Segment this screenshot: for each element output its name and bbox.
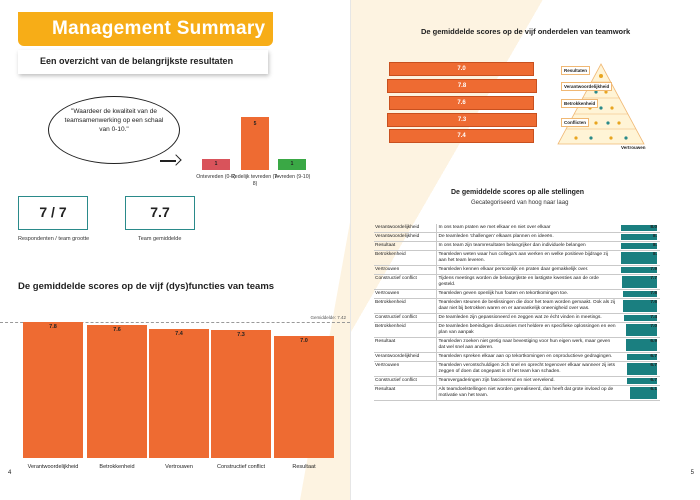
- table-row: [374, 338, 660, 353]
- row-score-cell: [618, 314, 660, 323]
- chart-category-label: Vertrouwen: [165, 464, 193, 470]
- row-score-cell: [618, 290, 660, 299]
- row-score-value: 6.7: [650, 378, 657, 383]
- table-title: De gemiddelde scores op alle stellingen: [451, 189, 585, 196]
- mini-chart-label: Ontevreden (0-6): [196, 174, 236, 180]
- page-number-left: 4: [8, 470, 12, 476]
- chart-bar-value: 7.3: [237, 332, 245, 339]
- row-statement: In ons team praten we met elkaar en niet over elkaar: [436, 224, 618, 233]
- table-row: [374, 224, 660, 233]
- row-score-cell: [618, 353, 660, 362]
- row-category: Vertrouwen: [374, 290, 436, 299]
- chart-category-label: Constructief conflict: [217, 464, 265, 470]
- table-row: [374, 386, 660, 401]
- statements-table: [374, 224, 660, 401]
- ladder-step-value: 7.4: [457, 133, 466, 139]
- chart-bar: [274, 336, 334, 459]
- row-score-value: 7.4: [650, 315, 657, 320]
- chart-title: De gemiddelde scores op de vijf (dys)functies van teams: [18, 281, 275, 292]
- chart-bar-value: 7.8: [49, 323, 57, 330]
- pyramid-label-betrokkenheid: Betrokkenheid: [561, 99, 598, 108]
- table-row: [374, 233, 660, 242]
- ladder-step: [389, 96, 534, 110]
- respondents-box: [18, 196, 88, 230]
- chart-bar: [23, 322, 83, 459]
- row-category: Vertrouwen: [374, 362, 436, 377]
- average-box: [125, 196, 195, 230]
- chart-bar: [87, 325, 147, 458]
- row-score-cell: [618, 299, 660, 314]
- row-score-cell: [618, 233, 660, 242]
- row-category: Resultaat: [374, 386, 436, 401]
- row-score-value: 8.0: [650, 225, 657, 230]
- mini-chart-label: Redelijk tevreden (7-8): [231, 174, 279, 187]
- row-statement: Teamleden verontschuldigen zich snel en oprecht tegenover elkaar wanneer zij iets zeggen of doen dat ongepast is of het team kan schaden.: [436, 362, 618, 377]
- row-score-value: 8.: [652, 252, 657, 257]
- table-row: [374, 251, 660, 266]
- mini-chart-bar: [241, 117, 269, 170]
- row-score-value: 7.6: [650, 300, 657, 305]
- row-category: Betrokkenheid: [374, 299, 436, 314]
- row-score-cell: [618, 377, 660, 386]
- pyramid-label-resultaten: Resultaten: [561, 66, 590, 75]
- title-banner: [18, 12, 273, 46]
- page-title: Management Summary: [52, 18, 266, 39]
- mini-chart-value: 1: [290, 161, 294, 168]
- mini-chart-value: 5: [253, 121, 257, 127]
- chart-category-label: Resultaat: [292, 464, 316, 470]
- row-statement: De teamleden beëindigen discussies met heldere en specifieke oplossingen en een plan van aanpak: [436, 323, 618, 338]
- mini-chart-label: Tevreden (9-10): [273, 174, 311, 180]
- row-statement: Teamleden zoeken niet gretig naar bevestiging voor hun eigen werk, maar geven dat wel snel aan anderen.: [436, 338, 618, 353]
- chart-bar-value: 7.0: [300, 337, 308, 344]
- table-row: [374, 266, 660, 275]
- table-row: [374, 353, 660, 362]
- pyramid-label-conflicten: Conflicten: [561, 118, 589, 127]
- ladder-step-value: 7.6: [457, 100, 466, 106]
- row-score-cell: [618, 251, 660, 266]
- ladder-step: [387, 79, 537, 93]
- row-statement: Teamleden geven openlijk hun fouten en tekortkomingen toe.: [436, 290, 618, 299]
- mini-chart-bar: [202, 159, 230, 170]
- row-score-cell: [618, 266, 660, 275]
- chart-bar-value: 7.4: [175, 330, 183, 337]
- row-score-bar: [621, 234, 657, 240]
- ladder-step-value: 7.0: [457, 66, 466, 72]
- table-subtitle: Gecategoriseerd van hoog naar laag: [471, 200, 569, 206]
- row-statement: De teamleden zijn gepassioneerd en zeggen wat ze écht vinden in meetings.: [436, 314, 618, 323]
- ladder-title: De gemiddelde scores op de vijf onderdelen van teamwork: [421, 27, 631, 36]
- row-score-value: 6.1: [650, 387, 657, 392]
- row-score-value: 8.: [652, 234, 657, 239]
- row-score-value: 6.7: [650, 363, 657, 368]
- row-statement: Teamleden kennen elkaar persoonlijk en praten daar gemakkelijk over.: [436, 266, 618, 275]
- row-statement: Teamleden steunen de beslissingen die door het team worden gemaakt. Ook als zij daar niet bij betrokken waren en er aanvankelijk oneenigheid over was.: [436, 299, 618, 314]
- chart-category-label: Verantwoordelijkheid: [27, 464, 79, 470]
- row-score-value: 7.6: [650, 291, 657, 296]
- row-statement: De teamleden 'challengen' elkaars plannen en ideeën.: [436, 233, 618, 242]
- row-score-cell: [618, 224, 660, 233]
- row-category: Resultaat: [374, 338, 436, 353]
- table-row: [374, 323, 660, 338]
- row-category: Verantwoordelijkheid: [374, 233, 436, 242]
- row-statement: Teamvergaderingen zijn fascinerend en niet vervelend.: [436, 377, 618, 386]
- row-category: Constructief conflict: [374, 275, 436, 290]
- subtitle-box: [18, 50, 268, 74]
- table-row: [374, 314, 660, 323]
- row-statement: Teamleden weten waar hun collega's aan werken en welke positieve bijdrage zij aan het team leveren.: [436, 251, 618, 266]
- row-score-cell: [618, 275, 660, 290]
- row-category: Constructief conflict: [374, 314, 436, 323]
- row-score-value: 8.: [652, 243, 657, 248]
- row-statement: Tijdens meetings worden de belangrijkste en lastigste kwesties aan de orde gesteld.: [436, 275, 618, 290]
- row-score-cell: [618, 338, 660, 353]
- average-value: 7.7: [150, 204, 170, 220]
- pyramid-label-vertrouwen: Vertrouwen: [621, 145, 646, 150]
- table-row: [374, 362, 660, 377]
- row-category: Constructief conflict: [374, 377, 436, 386]
- page-subtitle: Een overzicht van de belangrijkste resultaten: [40, 56, 234, 66]
- ladder-step: [389, 129, 534, 143]
- chart-bar: [211, 330, 271, 458]
- row-category: Resultaat: [374, 242, 436, 251]
- row-score-value: 7.0: [650, 324, 657, 329]
- average-label: Team gemiddelde: [138, 236, 182, 242]
- ladder-step: [389, 62, 534, 76]
- mini-chart-bar: [278, 159, 306, 170]
- row-score-bar: [621, 252, 657, 264]
- row-score-bar: [621, 243, 657, 249]
- row-category: Betrokkenheid: [374, 323, 436, 338]
- row-category: Vertrouwen: [374, 266, 436, 275]
- respondents-value: 7 / 7: [39, 204, 67, 220]
- row-statement: Als teamdoelstellingen niet worden gerealiseerd, dan heeft dat grote invloed op de motivatie van het team.: [436, 386, 618, 401]
- chart-category-label: Betrokkenheid: [99, 464, 135, 470]
- table-row: [374, 275, 660, 290]
- row-category: Verantwoordelijkheid: [374, 353, 436, 362]
- row-score-cell: [618, 242, 660, 251]
- chart-bar-value: 7.6: [113, 327, 121, 333]
- row-score-cell: [618, 323, 660, 338]
- row-score-value: 6.9: [650, 339, 657, 344]
- row-score-value: 6.7: [650, 354, 657, 359]
- row-score-value: 7.7: [650, 276, 657, 281]
- chart-bar: [149, 329, 209, 459]
- bubble-arrow-icon: [170, 154, 181, 165]
- row-category: Betrokkenheid: [374, 251, 436, 266]
- table-row: [374, 299, 660, 314]
- row-score-cell: [618, 386, 660, 401]
- row-score-cell: [618, 362, 660, 377]
- pyramid-label-verantwoordelijkheid: Verantwoordelijkheid: [561, 82, 612, 91]
- table-row: [374, 377, 660, 386]
- ladder-step-value: 7.8: [457, 83, 467, 89]
- table-row: [374, 242, 660, 251]
- mini-chart-value: 1: [214, 161, 218, 168]
- row-statement: Teamleden spreken elkaar aan op tekortkomingen en onproductieve gedragingen.: [436, 353, 618, 362]
- row-statement: In ons team zijn teamresultaten belangrijker dan individuele belangen: [436, 242, 618, 251]
- ladder-step: [387, 113, 537, 127]
- table-row: [374, 290, 660, 299]
- respondents-label: Respondenten / team grootte: [18, 236, 90, 242]
- row-score-value: 7.9: [650, 267, 657, 272]
- statements-table-wrap: [374, 224, 660, 401]
- row-category: Verantwoordelijkheid: [374, 224, 436, 233]
- question-text: "Waardeer de kwaliteit van de teamsamenwerking op een schaal van 0-10.": [64, 108, 164, 133]
- ladder-step-value: 7.3: [457, 117, 467, 123]
- average-reference-label: Gemiddelde: 7.42: [310, 315, 346, 320]
- page-number-right: 5: [690, 470, 694, 476]
